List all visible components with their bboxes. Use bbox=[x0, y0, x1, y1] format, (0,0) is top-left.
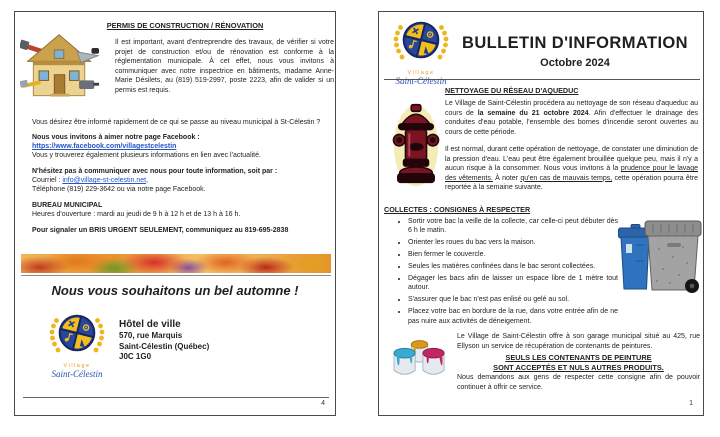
town-hall-address bbox=[119, 318, 269, 363]
bulletin-page-4 bbox=[14, 11, 336, 416]
aqueduc-paragraph-2: Il est normal, durant cette opération de nettoyage, de constater une diminution de la pression d'eau. L'eau peut être également brouillée quelque peu, mais il n'y a aucun risque à la consommer. Nous vous invitons à la prudence pour le lavage des vêtements. À noter qu'en cas de mauvais temps, cette opération pourra être reportée à la semaine suivante. bbox=[445, 146, 698, 192]
urgent-break-line: Pour signaler un BRIS URGENT SEULEMENT, communiquez au 819-695-2838 bbox=[32, 227, 289, 234]
bureau-municipal-title: BUREAU MUNICIPAL bbox=[32, 202, 103, 209]
town-hall-title: Hôtel de ville bbox=[119, 319, 181, 330]
banner-divider bbox=[21, 275, 331, 276]
aqueduc-section-title: NETTOYAGE DU RÉSEAU D'AQUEDUC bbox=[445, 86, 579, 95]
contact-invite-line: N'hésitez pas à communiquer avec nous pour toute information, soit par : bbox=[32, 168, 278, 175]
list-item: • Dégager les bacs afin de laisser un espace libre de 1 mètre tout autour. bbox=[408, 274, 618, 293]
address-postal-code: J0C 1G0 bbox=[119, 352, 152, 361]
bulletin-page-1 bbox=[378, 11, 704, 416]
list-item: • Placez votre bac en bordure de la rue, dans votre entrée afin de ne pas nuire aux activités de déneigement. bbox=[408, 307, 618, 326]
collectes-section-title: COLLECTES : CONSIGNES À RESPECTER bbox=[384, 205, 531, 214]
village-logo-icon bbox=[389, 18, 453, 64]
email-label: Courriel : bbox=[32, 177, 63, 184]
page-number: 4 bbox=[321, 400, 325, 407]
bulletin-title: BULLETIN D'INFORMATION bbox=[462, 34, 688, 52]
bureau-hours: Heures d'ouverture : mardi au jeudi de 9 h à 12 h et de 13 h à 16 h. bbox=[32, 211, 241, 218]
fire-hydrant-icon bbox=[392, 100, 440, 188]
logo-municipality-name: Saint-Célestin bbox=[395, 76, 447, 86]
email-suffix: , bbox=[146, 177, 149, 184]
address-city: Saint-Célestin (Québec) bbox=[119, 341, 210, 351]
village-logo bbox=[43, 311, 111, 379]
page-number: 1 bbox=[689, 400, 693, 407]
logo-municipality-name: Saint-Célestin bbox=[51, 369, 103, 379]
address-street: 570, rue Marquis bbox=[119, 331, 183, 340]
list-item: • Seules les matières confinées dans le bac seront collectées. bbox=[408, 262, 618, 271]
header-divider bbox=[384, 79, 700, 80]
autumn-greeting: Nous vous souhaitons un bel automne ! bbox=[51, 283, 299, 298]
paint-cans-icon bbox=[389, 330, 451, 382]
paint-only-warning bbox=[457, 353, 700, 373]
list-item: • Sortir votre bac la veille de la collecte, car celle-ci peut débuter dès 6 h le matin. bbox=[408, 217, 618, 236]
warning-line-2: SONT ACCEPTÉS ET NULS AUTRES PRODUITS. bbox=[493, 362, 664, 372]
paint-recovery-paragraph: Le Village de Saint-Célestin offre à son garage municipal situé au 425, rue Ellyson un service de récupération de contenants de peintures. bbox=[457, 333, 700, 350]
collection-rules-list bbox=[396, 217, 618, 329]
list-item: • Orienter les roues du bac vers la maison. bbox=[408, 238, 618, 247]
village-logo-icon bbox=[45, 311, 109, 357]
phone-line: Téléphone (819) 229-3642 ou via notre page Facebook. bbox=[32, 186, 206, 193]
village-logo bbox=[387, 18, 455, 86]
bold-week-date: la semaine du 21 octobre 2024 bbox=[477, 109, 589, 117]
aqueduc-paragraph-1: Le Village de Saint-Célestin procédera au nettoyage de son réseau d'aqueduc au cours de la semaine du 21 octobre 2024. Afin d'effectuer le drainage des conduites d'eau potable, l'ensemble des bornes d'incendie seront ouvertes au cours de cette période. bbox=[445, 100, 698, 136]
underlined-laundry-warning: prudence pour le lavage des vêtements. bbox=[445, 165, 698, 182]
permits-intro-paragraph: Il est important, avant d'entreprendre des travaux, de vérifier si votre projet de construction et/ou de rénovation est conforme à la réglementation municipale. À cet effet, nous vous invitons à communiquer avec notre inspectrice en bâtiments, madame Anne-Marie Désilets, au (819) 519-2997, poste 2223, afin de valider si un permis est requis. bbox=[115, 39, 334, 94]
municipal-info-question: Vous désirez être informé rapidement de ce qui se passe au niveau municipal à St-Célestin ? bbox=[32, 119, 321, 126]
email-link[interactable]: info@village-st-celestin.net bbox=[62, 177, 147, 184]
logo-village-word: Village bbox=[63, 363, 91, 369]
facebook-invite-line: Nous vous invitons à aimer notre page Facebook : bbox=[32, 134, 200, 141]
permits-section-title: PERMIS DE CONSTRUCTION / RÉNOVATION bbox=[106, 21, 264, 30]
list-item: • S'assurer que le bac n'est pas enlisé ou gelé au sol. bbox=[408, 295, 618, 304]
house-renovation-clipart bbox=[20, 32, 100, 106]
footer-divider bbox=[23, 397, 329, 398]
facebook-note: Vous y trouverez également plusieurs informations en lien avec l'actualité. bbox=[32, 152, 261, 159]
warning-line-1: SEULS LES CONTENANTS DE PEINTURE bbox=[505, 353, 652, 362]
underlined-weather-note: qu'en cas de mauvais temps, bbox=[520, 174, 613, 182]
autumn-banner bbox=[21, 254, 331, 273]
logo-village-word: Village bbox=[407, 70, 435, 76]
facebook-link[interactable]: https://www.facebook.com/villagestcelestin bbox=[32, 143, 177, 150]
respect-rule-paragraph: Nous demandons aux gens de respecter cette consigne afin de pouvoir continuer à offrir ce service. bbox=[457, 374, 700, 391]
bulletin-date: Octobre 2024 bbox=[540, 57, 610, 69]
list-item: • Bien fermer le couvercle. bbox=[408, 250, 618, 259]
waste-bins-icon bbox=[615, 219, 703, 295]
